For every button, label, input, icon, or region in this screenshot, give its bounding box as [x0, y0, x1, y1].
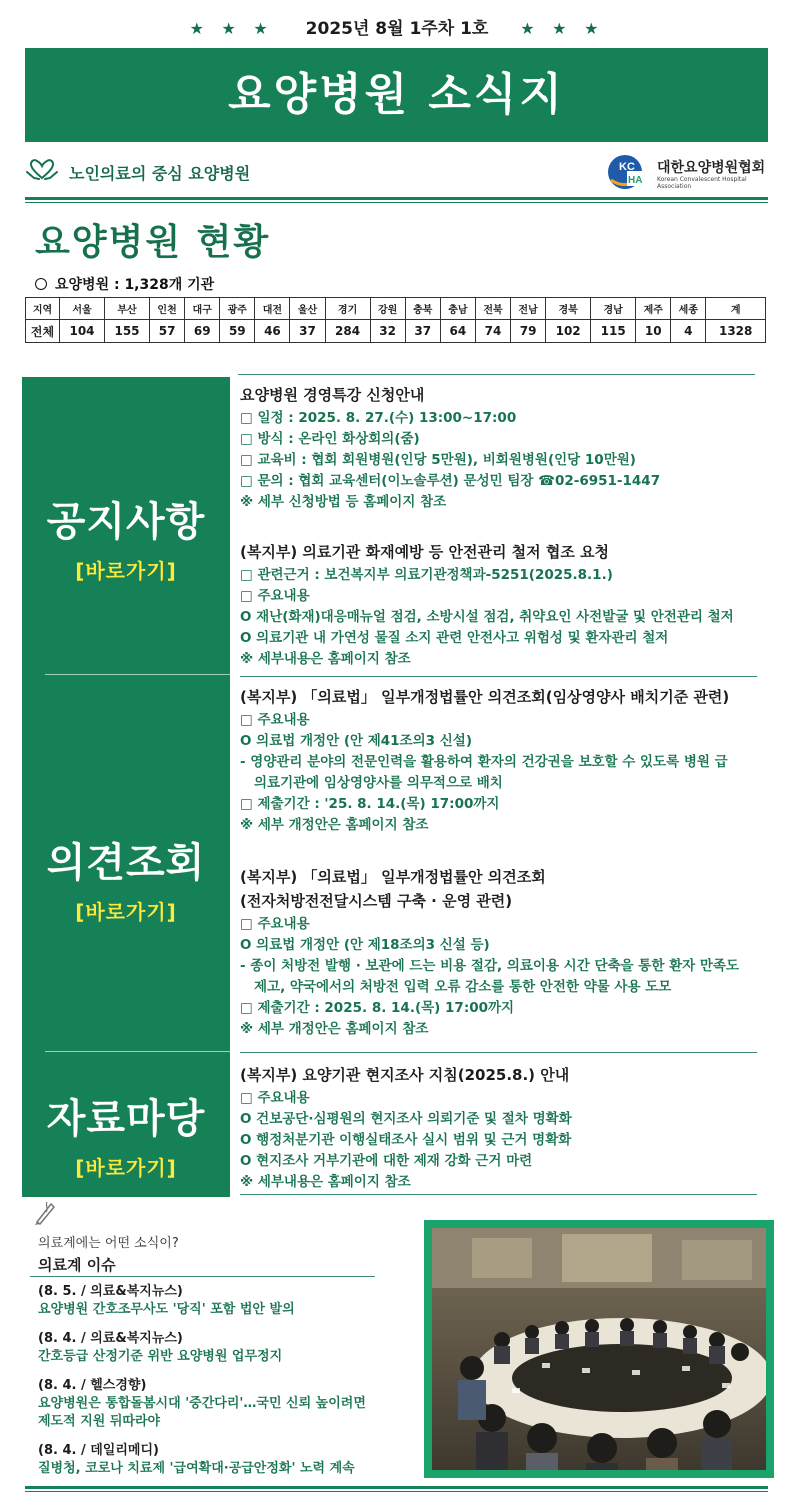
notice-label: 공지사항 — [46, 499, 206, 545]
table-header-cell: 전남 — [511, 298, 546, 320]
divider — [25, 202, 768, 203]
slogan: 노인의료의 중심 요양병원 — [69, 164, 251, 183]
table-header-cell: 경북 — [546, 298, 591, 320]
opinion-line: ※ 세부 개정안은 홈페이지 참조 — [240, 817, 429, 833]
table-cell: 64 — [440, 320, 475, 343]
table-row-label: 전체 — [26, 320, 60, 343]
table-cell: 37 — [405, 320, 440, 343]
opinion-line: □ 주요내용 — [240, 916, 310, 932]
newsletter-title: 요양병원 소식지 — [25, 48, 768, 142]
news-source: (8. 5. / 의료&복지뉴스) — [38, 1284, 183, 1299]
table-header-cell: 대구 — [185, 298, 220, 320]
table-row — [26, 298, 766, 320]
divider — [240, 1194, 757, 1195]
divider — [45, 674, 230, 675]
table-header-cell: 인천 — [150, 298, 185, 320]
news-source: (8. 4. / 데일리메디) — [38, 1443, 159, 1458]
association-name-en: Korean Convalescent Hospital Association — [657, 176, 747, 190]
star-icons-right: ★ ★ ★ — [520, 19, 605, 38]
notice-line: □ 교육비 : 협회 회원병원(인당 5만원), 비회원병원(인당 10만원) — [240, 452, 636, 468]
table-cell: 69 — [185, 320, 220, 343]
resources-shortcut-link[interactable]: [바로가기] — [75, 1156, 177, 1180]
meeting-photo — [432, 1228, 766, 1470]
news-item[interactable] — [38, 1330, 418, 1366]
news-source: (8. 4. / 헬스경향) — [38, 1378, 147, 1393]
divider — [25, 1486, 768, 1489]
opinion-heading: (복지부) 「의료법」 일부개정법률안 의견조회 — [240, 868, 546, 886]
table-header-cell: 경기 — [325, 298, 370, 320]
opinion-item — [240, 686, 780, 836]
notice-line: □ 주요내용 — [240, 588, 310, 604]
news-source: (8. 4. / 의료&복지뉴스) — [38, 1331, 183, 1346]
opinion-line: - 영양관리 분야의 전문인력을 활용하여 환자의 건강권을 보호할 수 있도록 병원 급 — [240, 754, 728, 770]
table-header-label: 지역 — [26, 298, 60, 320]
opinion-line: O 의료법 개정안 (안 제18조의3 신설 등) — [240, 937, 490, 953]
resources-line: O 건보공단·심평원의 현지조사 의뢰기준 및 절차 명확화 — [240, 1111, 572, 1127]
table-cell: 104 — [60, 320, 105, 343]
table-header-cell: 경남 — [591, 298, 636, 320]
notice-line: O 의료기관 내 가연성 물질 소지 관련 안전사고 위험성 및 환자관리 철저 — [240, 630, 669, 646]
issue-line — [0, 14, 794, 42]
table-cell: 1328 — [706, 320, 766, 343]
divider — [25, 1491, 768, 1492]
news-question: 의료계에는 어떤 소식이? — [38, 1236, 179, 1251]
notice-line: O 재난(화재)대응매뉴얼 점검, 소방시설 점검, 취약요인 사전발굴 및 안전관리 철저 — [240, 609, 734, 625]
notice-line: □ 관련근거 : 보건복지부 의료기관정책과-5251(2025.8.1.) — [240, 567, 613, 583]
resources-line: ※ 세부내용은 홈페이지 참조 — [240, 1174, 411, 1190]
opinion-line: □ 주요내용 — [240, 712, 310, 728]
table-cell: 74 — [475, 320, 510, 343]
table-cell: 155 — [105, 320, 150, 343]
opinion-line: 제고, 약국에서의 처방전 입력 오류 감소를 통한 안전한 약물 사용 도모 — [254, 979, 672, 995]
table-cell: 57 — [150, 320, 185, 343]
circle-bullet-icon — [35, 278, 47, 290]
news-item[interactable] — [38, 1377, 418, 1431]
resources-item — [240, 1064, 780, 1193]
divider — [30, 1276, 375, 1277]
notice-heading: (복지부) 의료기관 화재예방 등 안전관리 철저 협조 요청 — [240, 543, 610, 561]
resources-line: O 현지조사 거부기관에 대한 제재 강화 근거 마련 — [240, 1153, 533, 1169]
table-header-cell: 부산 — [105, 298, 150, 320]
opinion-heading-sub: (전자처방전전달시스템 구축 · 운영 관련) — [240, 892, 513, 910]
table-cell: 79 — [511, 320, 546, 343]
notice-line: □ 방식 : 온라인 화상회의(줌) — [240, 431, 420, 447]
table-header-cell: 충남 — [440, 298, 475, 320]
resources-heading: (복지부) 요양기관 현지조사 지침(2025.8.) 안내 — [240, 1066, 570, 1084]
table-header-cell: 충북 — [405, 298, 440, 320]
table-cell: 284 — [325, 320, 370, 343]
notice-line: ※ 세부내용은 홈페이지 참조 — [240, 651, 411, 667]
heart-hands-icon — [25, 158, 59, 182]
news-item[interactable] — [38, 1442, 418, 1478]
table-cell: 46 — [255, 320, 290, 343]
table-header-cell: 대전 — [255, 298, 290, 320]
resources-line: O 행정처분기관 이행실태조사 실시 범위 및 근거 명확화 — [240, 1132, 572, 1148]
opinion-line: ※ 세부 개정안은 홈페이지 참조 — [240, 1021, 429, 1037]
table-row — [26, 320, 766, 343]
table-header-cell: 광주 — [220, 298, 255, 320]
news-item[interactable] — [38, 1283, 418, 1319]
pen-icon — [33, 1200, 57, 1226]
table-cell: 37 — [290, 320, 325, 343]
divider — [45, 1051, 230, 1052]
meeting-photo-frame — [424, 1220, 774, 1478]
notice-line: □ 일정 : 2025. 8. 27.(수) 13:00~17:00 — [240, 410, 517, 426]
table-header-cell: 전북 — [475, 298, 510, 320]
news-headline[interactable]: 요양병원은 통합돌봄시대 '중간다리'…국민 신뢰 높이려면 — [38, 1396, 366, 1411]
status-title: 요양병원 현황 — [35, 222, 271, 263]
notice-item — [240, 384, 780, 513]
notice-heading: 요양병원 경영특강 신청안내 — [240, 386, 425, 404]
association-name: 대한요양병원협회 — [657, 160, 766, 176]
table-header-cell: 서울 — [60, 298, 105, 320]
table-header-cell: 세종 — [671, 298, 706, 320]
regional-stats-table — [25, 297, 766, 343]
table-header-cell: 제주 — [636, 298, 671, 320]
issue-number: 2025년 8월 1주차 1호 — [305, 19, 489, 39]
notice-line: ※ 세부 신청방법 등 홈페이지 참조 — [240, 494, 447, 510]
notice-shortcut-link[interactable]: [바로가기] — [75, 559, 177, 583]
opinion-shortcut-link[interactable]: [바로가기] — [75, 900, 177, 924]
news-headline[interactable]: 질병청, 코로나 치료제 '급여확대·공급안정화' 노력 계속 — [38, 1461, 355, 1476]
table-cell: 102 — [546, 320, 591, 343]
opinion-line: - 종이 처방전 발행 · 보관에 드는 비용 절감, 의료이용 시간 단축을 통한 환자 만족도 — [240, 958, 739, 974]
news-headline-cont[interactable]: 제도적 지원 뒤따라야 — [38, 1414, 161, 1429]
notice-line: □ 문의 : 협회 교육센터(이노솔루션) 문성민 팀장 ☎02-6951-1447 — [240, 473, 661, 489]
table-header-cell: 울산 — [290, 298, 325, 320]
table-cell: 115 — [591, 320, 636, 343]
divider — [25, 197, 768, 200]
star-icons-left: ★ ★ ★ — [189, 19, 274, 38]
divider — [240, 676, 757, 677]
divider — [240, 1052, 757, 1053]
table-cell: 4 — [671, 320, 706, 343]
news-headline[interactable]: 요양병원 간호조무사도 '당직' 포함 법안 발의 — [38, 1302, 295, 1317]
table-header-cell: 계 — [706, 298, 766, 320]
news-list — [38, 1283, 418, 1489]
logo-text-top: KC — [619, 161, 635, 173]
opinion-item — [240, 866, 780, 1040]
table-cell: 32 — [370, 320, 405, 343]
table-cell: 59 — [220, 320, 255, 343]
subheader — [25, 150, 768, 192]
divider — [238, 374, 755, 375]
opinion-label: 의견조회 — [46, 840, 206, 886]
opinion-line: 의료기관에 임상영양사를 의무적으로 배치 — [254, 775, 503, 791]
association-logo-icon — [605, 154, 649, 190]
resources-label: 자료마당 — [46, 1096, 206, 1142]
meeting-photo-illustration — [432, 1228, 766, 1470]
notice-panel[interactable] — [22, 377, 230, 674]
notice-item — [240, 541, 780, 670]
news-section-title: 의료계 이슈 — [38, 1256, 116, 1274]
news-headline[interactable]: 간호등급 산정기준 위반 요양병원 업무정지 — [38, 1349, 283, 1364]
logo-text-bottom: HA — [628, 175, 643, 186]
table-cell: 10 — [636, 320, 671, 343]
opinion-panel[interactable] — [22, 674, 230, 1051]
resources-line: □ 주요내용 — [240, 1090, 310, 1106]
hospital-count: 요양병원 : 1,328개 기관 — [35, 274, 214, 294]
opinion-line: O 의료법 개정안 (안 제41조의3 신설) — [240, 733, 472, 749]
opinion-line: □ 제출기간 : 2025. 8. 14.(목) 17:00까지 — [240, 1000, 515, 1016]
table-header-cell: 강원 — [370, 298, 405, 320]
opinion-heading: (복지부) 「의료법」 일부개정법률안 의견조회(임상영양사 배치기준 관련) — [240, 688, 730, 706]
opinion-line: □ 제출기간 : '25. 8. 14.(목) 17:00까지 — [240, 796, 500, 812]
resources-panel[interactable] — [22, 1051, 230, 1197]
